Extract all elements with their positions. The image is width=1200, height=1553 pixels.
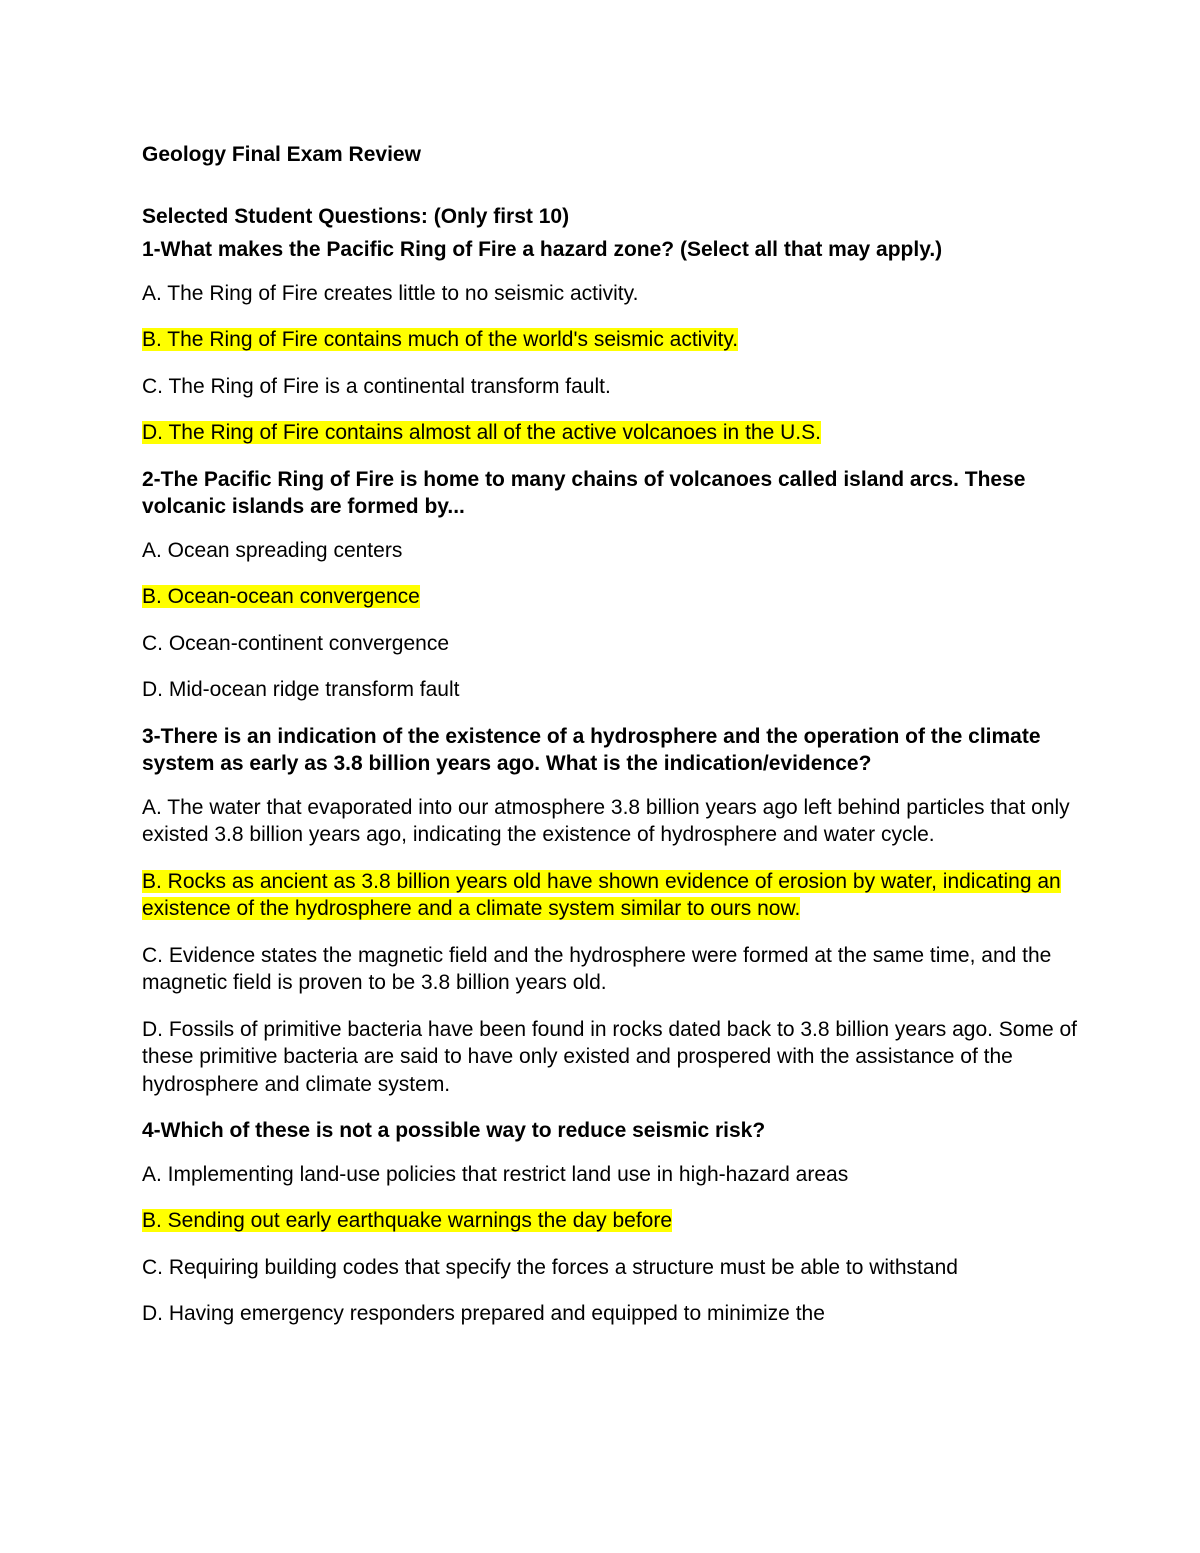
question-2 [142, 466, 1102, 704]
answer-option-text: A. The Ring of Fire creates little to no seismic activity. [142, 281, 639, 305]
answer-option-highlighted [142, 868, 1102, 923]
answer-option-text: C. Ocean-continent convergence [142, 631, 450, 655]
question-text: 1-What makes the Pacific Ring of Fire a hazard zone? (Select all that may apply.) [142, 238, 943, 261]
document-subtitle: Selected Student Questions: (Only first 10) [142, 205, 570, 228]
answer-option-text: D. Mid-ocean ridge transform fault [142, 678, 460, 701]
answer-option [142, 794, 1102, 849]
answer-option-text: D. Having emergency responders prepared and equipped to minimize the [142, 1302, 825, 1325]
answer-option-text: C. The Ring of Fire is a continental transform fault. [142, 374, 611, 398]
question-text: 4-Which of these is not a possible way to reduce seismic risk? [142, 1119, 766, 1142]
question-list [142, 236, 1102, 1328]
answer-option [142, 942, 1102, 997]
answer-options [142, 794, 1102, 1099]
question-text: 3-There is an indication of the existence of a hydrosphere and the operation of the climate system as early as 3.8 billion years ago. What is the indication/evidence? [142, 724, 1041, 775]
answer-option-highlighted [142, 419, 1102, 447]
question-text: 2-The Pacific Ring of Fire is home to many chains of volcanoes called island arcs. These volcanic islands are formed by... [142, 467, 1026, 518]
answer-option-text: C. Requiring building codes that specify the forces a structure must be able to withstand [142, 1255, 958, 1279]
answer-option [142, 676, 1102, 704]
answer-option-text: B. Ocean-ocean convergence [142, 585, 420, 608]
answer-option [142, 537, 1102, 565]
answer-option-highlighted [142, 326, 1102, 354]
answer-option-text: B. Sending out early earthquake warnings the day before [142, 1209, 673, 1232]
document-page [142, 140, 1102, 1347]
answer-option [142, 280, 1102, 308]
answer-option-text: A. The water that evaporated into our atmosphere 3.8 billion years ago left behind particles that only existed 3.8 billion years ago, indicating the existence of hydrosphere and water cycle. [142, 795, 1070, 846]
answer-option [142, 1161, 1102, 1189]
document-title: Geology Final Exam Review [142, 143, 421, 166]
answer-option-text: A. Implementing land-use policies that restrict land use in high-hazard areas [142, 1162, 849, 1186]
answer-option [142, 1254, 1102, 1282]
question-1 [142, 236, 1102, 447]
answer-option [142, 373, 1102, 401]
answer-option-text: B. The Ring of Fire contains much of the world's seismic activity. [142, 328, 739, 351]
answer-options [142, 1161, 1102, 1328]
answer-options [142, 280, 1102, 447]
question-4 [142, 1117, 1102, 1328]
answer-options [142, 537, 1102, 704]
answer-option [142, 630, 1102, 658]
answer-option-highlighted [142, 583, 1102, 611]
answer-option-highlighted [142, 1207, 1102, 1235]
question-3 [142, 723, 1102, 1099]
answer-option-text: C. Evidence states the magnetic field and the hydrosphere were formed at the same time, and the magnetic field is proven to be 3.8 billion years old. [142, 943, 1052, 994]
answer-option-text: D. Fossils of primitive bacteria have been found in rocks dated back to 3.8 billion years ago. Some of these primitive bacteria are said to have only existed and prospered with the assistance of the hydrosphere and climate system. [142, 1017, 1077, 1096]
answer-option [142, 1300, 1102, 1328]
answer-option-text: D. The Ring of Fire contains almost all of the active volcanoes in the U.S. [142, 421, 821, 444]
answer-option [142, 1016, 1102, 1099]
answer-option-text: A. Ocean spreading centers [142, 538, 403, 562]
answer-option-text: B. Rocks as ancient as 3.8 billion years old have shown evidence of erosion by water, indicating an existence of the hydrosphere and a climate system similar to ours now. [142, 869, 1061, 920]
